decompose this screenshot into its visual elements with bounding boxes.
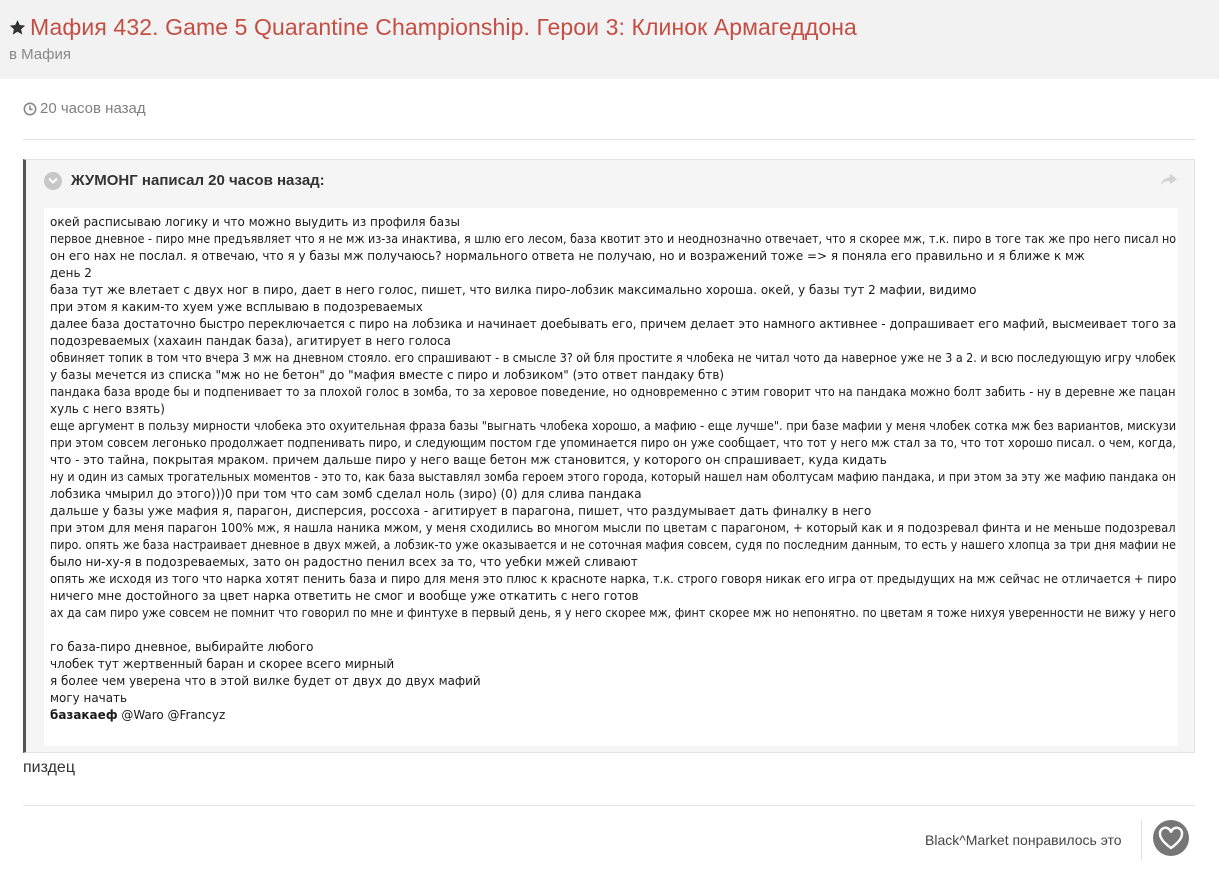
quote-body [44,208,1178,746]
quote-line: ничего мне достойного за цвет нарка ответить не смог и вообще уже откатить с него готов [50,589,639,603]
topic-title[interactable]: Мафия 432. Game 5 Quarantine Championship. Герои 3: Клинок Армагеддона [30,14,857,40]
collapse-quote-button[interactable] [44,172,62,190]
reply-text: пиздец [23,759,75,776]
quote-line: пандака база вроде бы и подпенивает то за плохой голос в зомба, то за херовое поведение, но одновременно с этим говорит что на пандака можно болт забить - ну в деревне же пацан [50,385,1176,399]
quote-text [50,214,1180,724]
quote-citation: ЖУМОНГ написал 20 часов назад: [71,172,325,189]
star-icon[interactable] [9,19,26,36]
likes-summary[interactable]: Black^Market понравилось это [925,832,1122,848]
quote-line: опять же исходя из того что нарка хотят пенить база и пиро для меня это плюс к красноте нарка, т.к. строго говоря никак его игра от предыдущих на мж сейчас не отличается + пиро [50,572,1177,586]
quote-line: обвиняет топик в том что вчера 3 мж на дневном стояло. его спрашивают - в смысле 3? ой бля простите я члобека не читал чото да наверное уже не 3 а 2. и всю последующую игру члобек [50,351,1176,365]
divider [23,805,1195,806]
quote-line: хуль с него взять) [50,402,165,416]
quote-line: лобзика чмырил до этого)))0 при том что сам зомб сделал ноль (зиро) (0) для слива пандака [50,487,642,501]
quote-line: подозреваемых (хахаин пандак база), агитирует в него голоса [50,334,451,348]
quote-line: при этом я каким-то хуем уже всплываю в подозреваемых [50,300,423,314]
like-button[interactable] [1153,820,1189,856]
post-time-label: 20 часов назад [40,100,146,117]
quote-line: я более чем уверена что в этой вилке будет от двух до двух мафий [50,674,481,688]
quote-line: ах да сам пиро уже совсем не помнит что говорил по мне и финтухе в первый день, я у него скорее мж, финт скорее мж но непонятно. по цветам я тоже нихуя уверенности не вижу у него [50,606,1176,620]
clock-icon [23,102,37,116]
topic-header [0,0,1219,79]
quote-line: что - это тайна, покрытая мраком. причем дальше пиро у него ваще бетон мж становится, у которого он спрашивает, куда кидать [50,453,887,467]
quote-line: еще аргумент в пользу мирности члобека это охуительная фраза базы "выгнать члобека хорошо, а мафию - еще лучше". при базе мафии у меня члобек сотка мж без вариантов, мискузи [50,419,1177,433]
quote-line: было ни-ху-я в подозреваемых, зато он радостно пенил всех за то, что уебки мжей сливают [50,555,638,569]
divider [23,139,1195,140]
quote-line: далее база достаточно быстро переключается с пиро на лобзика и начинает доебывать его, причем делает это намного активнее - допрашивает его мафий, высмеивает того за [50,317,1177,331]
quote-signature [50,707,1176,724]
quote-line [50,622,1176,639]
quote-line: пиро. опять же база настраивает дневное в двух мжей, а лобзик-то уже оказывается и не соточная мафия совсем, судя по последним данным, то есть у нашего хлопца за три дня мафии не [50,538,1176,552]
quote-line: ну и один из самых трогательных моментов - это то, как база выставлял зомба героем этого города, который нашел нам оболтусам мафию пандака, и при этом за эту же мафию пандака он [50,470,1176,484]
quote-line: день 2 [50,266,92,280]
post-time[interactable] [23,100,146,117]
quote-line: окей расписываю логику и что можно выудить из профиля базы [50,215,460,229]
quote-block [23,159,1195,753]
quote-line: он его нах не послал. я отвечаю, что я у базы мж получаюсь? нормального ответа не получаю, но и возражений тоже => я поняла его правильно и я ближе к мж [50,249,1085,263]
quote-line: при этом для меня парагон 100% мж, я нашла наника мжом, у меня сходились во многом мысли по цветам с парагоном, + который как и я подозревал финта и не меньше подозревал [50,521,1176,535]
quote-line: при этом совсем легонько продолжает подпенивать пиро, и следующим постом где упоминается пиро он уже сообщает, что тот у него мж стал за то, что тот хорошо писал. о чем, когда, [50,436,1176,450]
quote-line: члобек тут жертвенный баран и скорее всего мирный [50,657,395,671]
signature-name: базакаеф [50,708,118,722]
heart-icon [1158,826,1184,850]
quote-line: у базы мечется из списка "мж но не бетон" до "мафия вместе с пиро и лобзиком" (это ответ пандаку бтв) [50,368,725,382]
quote-line: база тут же влетает с двух ног в пиро, дает в него голос, пишет, что вилка пиро-лобзик максимально хороша. окей, у базы тут 2 мафии, видимо [50,283,977,297]
quote-line: дальше у базы уже мафия я, парагон, дисперсия, россоха - агитирует в парагона, пишет, что раздумывает дать финалку в него [50,504,872,518]
quote-line: первое дневное - пиро мне предъявляет что я не мж из-за инактива, я шлю его лесом, база квотит это и неоднозначно отвечает, что я скорее мж, т.к. пиро в тоге так же про него писал но [50,232,1177,246]
signature-mentions[interactable]: @Waro @Francyz [117,708,226,722]
quote-line: могу начать [50,691,128,705]
share-icon[interactable] [1160,172,1178,188]
chevron-down-icon [48,177,58,185]
forum-link[interactable]: в Мафия [9,46,71,63]
quote-line: го база-пиро дневное, выбирайте любого [50,640,314,654]
quote-header [26,160,1194,202]
title-row [9,14,857,41]
divider [1141,820,1142,860]
